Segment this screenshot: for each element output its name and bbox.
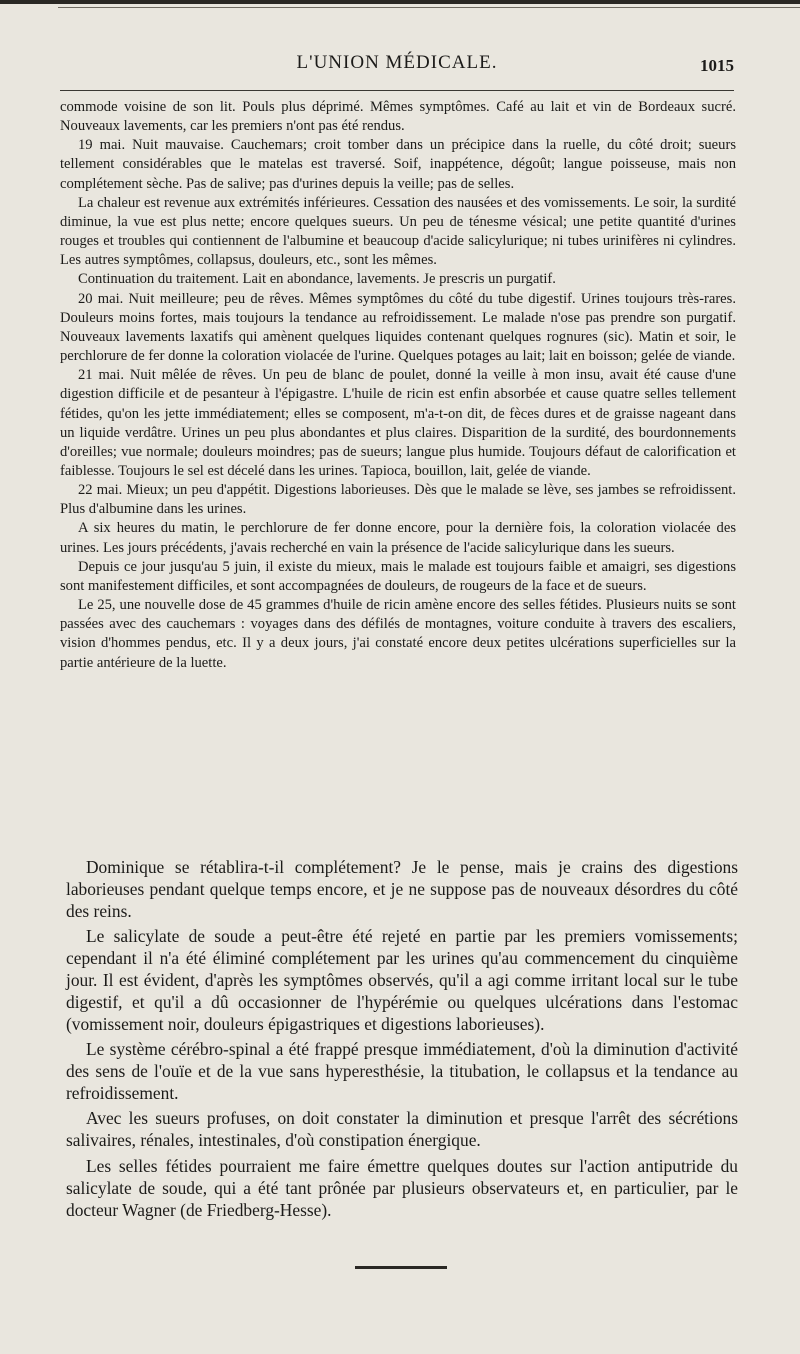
paragraph-may-21: 21 mai. Nuit mêlée de rêves. Un peu de blanc de poulet, donné la veille à mon insu, avait été cause d'une digestion difficile et de pesanteur à l'épigastre. L'huile de ricin est enfin absorbée et cause quatre selles tellement fétides, qu'on les jette immédiatement; elles se composent, m'a-t-on dit, de fèces dures et de graisse nageant dans un liquide verdâtre. Urines un peu plus abondantes et plus claires. Disparition de la surdité, des bourdonnements d'oreilles; vue normale; douleurs moindres; pas de sueurs; langue plus humide. Toujours défaut de calorification et faiblesse. Toujours le sel est décelé dans les urines. Tapioca, bouillon, lait, gelée de viande. — [60, 367, 736, 479]
paragraph-may-19: 19 mai. Nuit mauvaise. Cauchemars; croit tomber dans un précipice dans la ruelle, du côté droit; sueurs tellement considérables que le matelas est traversé. Soif, inappétence, dégoût; langue poisseuse, mais non complétement sèche. Pas de salive; pas d'urines depuis la veille; pas de selles. — [60, 137, 736, 192]
paragraph-depuis-ce-jour: Depuis ce jour jusqu'au 5 juin, il existe du mieux, mais le malade est toujours faible et amaigri, ses digestions sont manifestement difficiles, et sont accompagnées de douleurs, de rougeurs de la face et de sueurs. — [60, 558, 736, 594]
paragraph-may-22: 22 mai. Mieux; un peu d'appétit. Digestions laborieuses. Dès que le malade se lève, ses jambes se refroidissent. Plus d'albumine dans les urines. — [60, 482, 736, 518]
paragraph-selles-fetides: Les selles fétides pourraient me faire émettre quelques doutes sur l'action antiputride du salicylate de soude, qui a été tant prônée par plusieurs observateurs et, en particulier, par le docteur Wagner (de Friedberg-Hesse). — [66, 1155, 738, 1220]
paragraph-salicylate: Le salicylate de soude a peut-être été rejeté en partie par les premiers vomissements; cependant il n'a été éliminé complétement par les urines qu'au commencement du cinquième jour. Il est évident, d'après les symptômes observés, qu'il a agi comme irritant local sur le tube digestif, et qu'il a dû occasionner de l'hypérémie ou quelques ulcérations dans l'estomac (vomissement noir, douleurs épigastriques et digestions laborieuses). — [66, 926, 738, 1034]
paragraph-continuation-traitement: Continuation du traitement. Lait en abondance, lavements. Je prescris un purgatif. — [78, 271, 556, 288]
paragraph-may-20: 20 mai. Nuit meilleure; peu de rêves. Mêmes symptômes du côté du tube digestif. Urines toujours très-rares. Douleurs moins fortes, mais toujours la tendance au refroidissement. Le malade n'ose pas prendre son purgatif. Nouveaux lavements laxatifs qui amènent quelques liquides contenant quelques rognures (sic). Matin et soir, le perchlorure de fer donne la coloration violacée de l'urine. Quelques potages au lait; lait en boisson; gelée de viande. — [60, 290, 736, 365]
paragraph-continuation: commode voisine de son lit. Pouls plus déprimé. Mêmes symptômes. Café au lait et vin de Bordeaux sucré. Nouveaux lavements, car les premiers n'ont pas été rendus. — [60, 99, 736, 135]
discussion-section — [66, 857, 738, 1225]
header-rule — [60, 90, 734, 91]
top-border-rule — [0, 0, 800, 4]
paragraph-dominique: Dominique se rétablira-t-il complétement? Je le pense, mais je crains des digestions laborieuses pendant quelque temps encore, et je ne suppose pas de nouveaux désordres du côté des reins. — [66, 857, 738, 921]
paragraph-six-heures: A six heures du matin, le perchlorure de fer donne encore, pour la dernière fois, la coloration violacée des urines. Les jours précédents, j'avais recherché en vain la présence de l'acide salicylurique dans les sueurs. — [60, 520, 736, 556]
paragraph-systeme-cerebro-spinal: Le système cérébro-spinal a été frappé presque immédiatement, d'où la diminution d'activité des sens de l'ouïe et de la vue sans hyperesthésie, la titubation, le collapsus et la tendance au refroidissement. — [66, 1039, 738, 1104]
top-thin-rule — [58, 7, 800, 8]
paragraph-sueurs-profuses: Avec les sueurs profuses, on doit constater la diminution et presque l'arrêt des sécrétions salivaires, rénales, intestinales, d'où constipation énergique. — [66, 1108, 738, 1151]
journal-title: L'UNION MÉDICALE. — [296, 52, 498, 73]
paragraph-le-25: Le 25, une nouvelle dose de 45 grammes d'huile de ricin amène encore des selles fétides. Plusieurs nuits se sont passées avec des cauchemars : voyages dans des défilés de montagnes, voiture conduite à travers des escaliers, vision d'hommes pendus, etc. Il y a deux jours, j'ai constaté encore deux petites ulcérations superficielles sur la partie antérieure de la luette. — [60, 597, 736, 671]
section-end-rule — [355, 1266, 447, 1269]
case-notes-section — [60, 98, 736, 673]
paragraph-chaleur: La chaleur est revenue aux extrémités inférieures. Cessation des nausées et des vomissements. Le soir, la surdité diminue, la vue est plus nette; encore quelques sueurs. Un peu de ténesme vésical; une petite quantité d'urines rouges et troubles qui contiennent de l'albumine et beaucoup d'acide salicylurique; ni tubes urinifères ni cylindres. Les autres symptômes, collapsus, douleurs, etc., sont les mêmes. — [60, 194, 736, 269]
running-head — [60, 50, 734, 80]
page-number: 1015 — [700, 56, 734, 75]
